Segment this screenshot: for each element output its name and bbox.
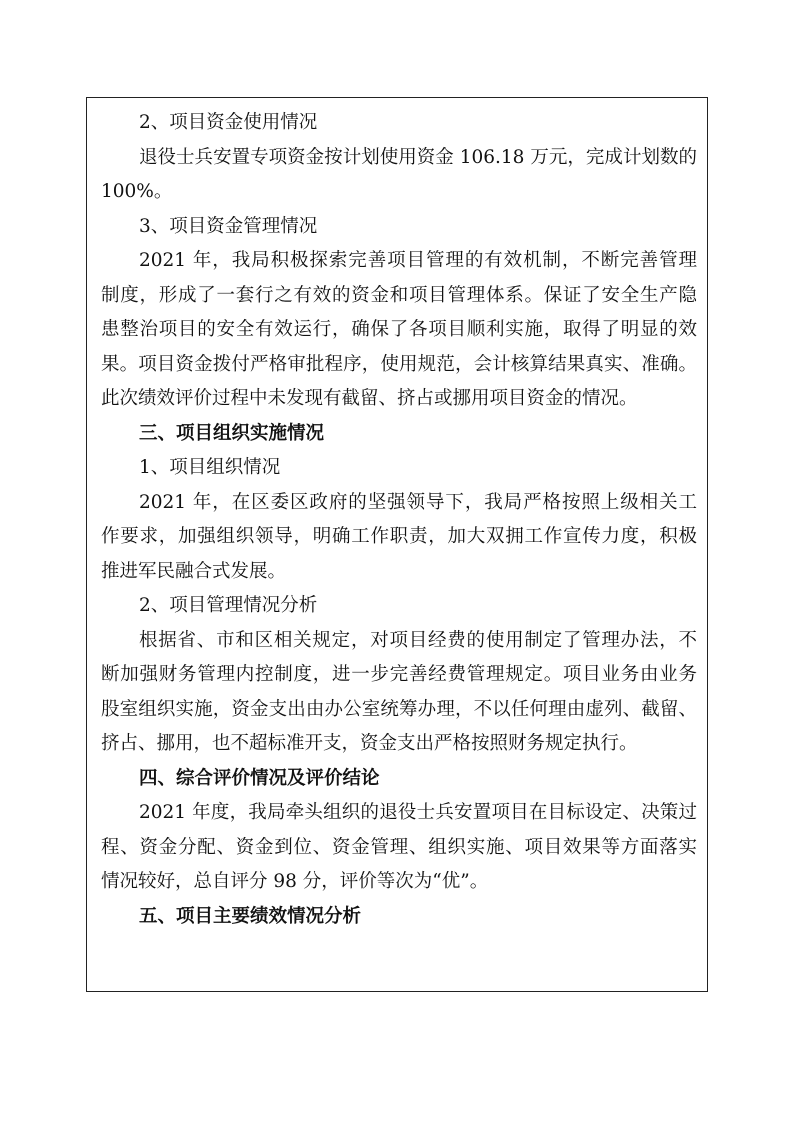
paragraph-line: 患整治项目的安全有效运行，确保了各项目顺利实施，取得了明显的效 [101,319,697,340]
paragraph-line: 股室组织实施，资金支出由办公室统筹办理，不以任何理由虚列、截留、 [101,698,697,720]
paragraph-line: 2021 年，我局积极探索完善项目管理的有效机制，不断完善管理 [139,250,697,271]
paragraph-line: 断加强财务管理内控制度，进一步完善经费管理规定。项目业务由业务 [101,664,697,685]
section-heading-performance: 五、项目主要绩效情况分析 [139,905,362,927]
paragraph-line: 2021 年，在区委区政府的坚强领导下，我局严格按照上级相关工 [139,491,697,513]
paragraph-line: 此次绩效评价过程中未发现有截留、挤占或挪用项目资金的情况。 [101,388,638,409]
subheading-management-analysis: 2、项目管理情况分析 [139,595,318,616]
paragraph-line: 挤占、挪用，也不超标准开支，资金支出严格按照财务规定执行。 [101,733,638,754]
paragraph-line: 根据省、市和区相关规定，对项目经费的使用制定了管理办法，不 [139,629,697,651]
report-body [101,106,697,934]
paragraph-line: 程、资金分配、资金到位、资金管理、组织实施、项目效果等方面落实 [101,836,697,858]
section-heading-evaluation: 四、综合评价情况及评价结论 [139,767,380,789]
paragraph-line: 情况较好，总自评分 98 分，评价等次为“优”。 [101,871,489,892]
paragraph-line: 退役士兵安置专项资金按计划使用资金 106.18 万元，完成计划数的 [139,146,697,168]
paragraph-line: 果。项目资金拨付严格审批程序，使用规范，会计核算结果真实、准确。 [101,353,697,375]
subheading-fund-management: 3、项目资金管理情况 [139,215,318,237]
subheading-organization: 1、项目组织情况 [139,457,281,478]
section-heading-implementation: 三、项目组织实施情况 [139,422,325,444]
paragraph-line: 2021 年度，我局牵头组织的退役士兵安置项目在目标设定、决策过 [139,802,697,823]
paragraph-line: 推进军民融合式发展。 [101,560,287,582]
subheading-fund-usage: 2、项目资金使用情况 [139,112,318,133]
paragraph-line: 作要求，加强组织领导，明确工作职责，加大双拥工作宣传力度，积极 [101,526,697,547]
paragraph-line: 100%。 [101,181,173,202]
paragraph-line: 制度，形成了一套行之有效的资金和项目管理体系。保证了安全生产隐 [101,284,697,306]
table-cell-frame [86,97,708,992]
